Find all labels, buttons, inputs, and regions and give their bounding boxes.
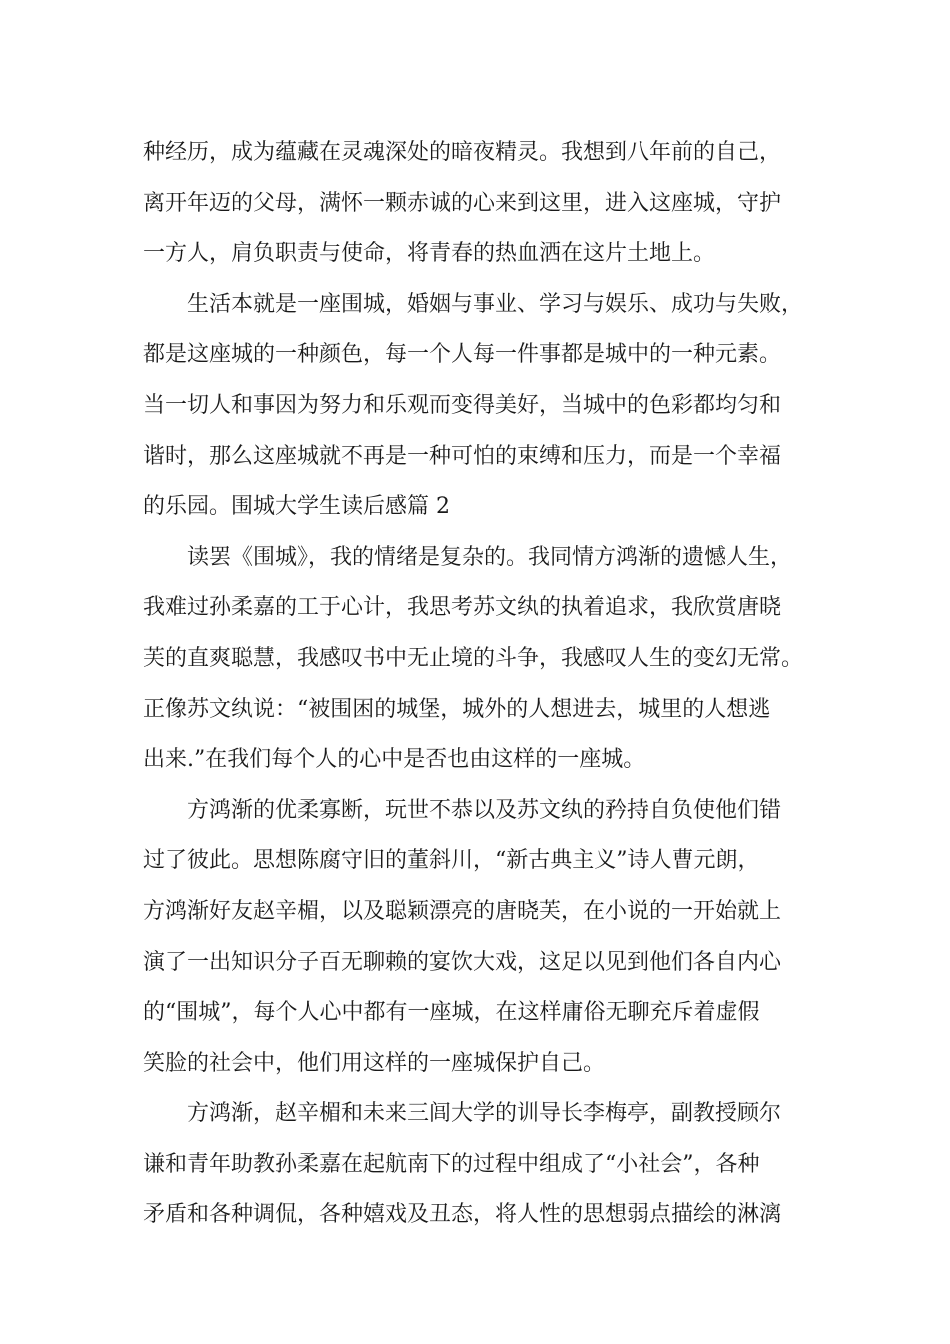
text-line: 过了彼此。思想陈腐守旧的董斜川，“新古典主义”诗人曹元朗， [143,848,760,874]
text-line: 笑脸的社会中，他们用这样的一座城保护自己。 [143,1050,606,1076]
text-line: 方鸿渐的优柔寡断，玩世不恭以及苏文纨的矜持自负使他们错 [187,797,782,823]
text-line: 的“围城”，每个人心中都有一座城，在这样庸俗无聊充斥着虚假 [143,1000,760,1026]
text-line: 方鸿渐好友赵辛楣，以及聪颖漂亮的唐晓芙，在小说的一开始就上 [143,898,782,924]
text-line: 一方人，肩负职责与使命，将青春的热血洒在这片土地上。 [143,241,716,267]
text-line: 的乐园。围城大学生读后感篇 2 [143,494,450,520]
paragraph-3 [143,533,813,786]
paragraph-2 [143,280,813,533]
text-line: 矛盾和各种调侃，各种嬉戏及丑态，将人性的思想弱点描绘的淋漓 [143,1202,782,1228]
text-line: 我难过孙柔嘉的工于心计，我思考苏文纨的执着追求，我欣赏唐晓 [143,595,782,621]
text-line: 演了一出知识分子百无聊赖的宴饮大戏，这足以见到他们各自内心 [143,949,782,975]
text-line: 当一切人和事因为努力和乐观而变得美好，当城中的色彩都均匀和 [143,392,782,418]
text-line: 离开年迈的父母，满怀一颗赤诚的心来到这里，进入这座城，守护 [143,190,782,216]
paragraph-1 [143,128,813,280]
text-line: 芙的直爽聪慧，我感叹书中无止境的斗争，我感叹人生的变幻无常。 [143,645,804,671]
text-line: 出来.”在我们每个人的心中是否也由这样的一座城。 [143,747,646,773]
paragraph-5 [143,1089,813,1241]
text-line: 生活本就是一座围城，婚姻与事业、学习与娱乐、成功与失败， [187,291,804,317]
document-body [143,128,813,1241]
text-line: 都是这座城的一种颜色，每一个人每一件事都是城中的一种元素。 [143,342,782,368]
text-line: 读罢《围城》，我的情绪是复杂的。我同情方鸿渐的遗憾人生， [187,544,793,570]
text-line: 谐时，那么这座城就不再是一种可怕的束缚和压力，而是一个幸福 [143,443,782,469]
text-line: 种经历，成为蕴藏在灵魂深处的暗夜精灵。我想到八年前的自己， [143,140,782,165]
text-line: 正像苏文纨说：“被围困的城堡，城外的人想进去，城里的人想逃 [143,696,771,722]
paragraph-4 [143,786,813,1090]
text-line: 方鸿渐，赵辛楣和未来三闾大学的训导长李梅亭，副教授顾尔 [187,1101,782,1127]
text-line: 谦和青年助教孙柔嘉在起航南下的过程中组成了“小社会”，各种 [143,1151,760,1177]
